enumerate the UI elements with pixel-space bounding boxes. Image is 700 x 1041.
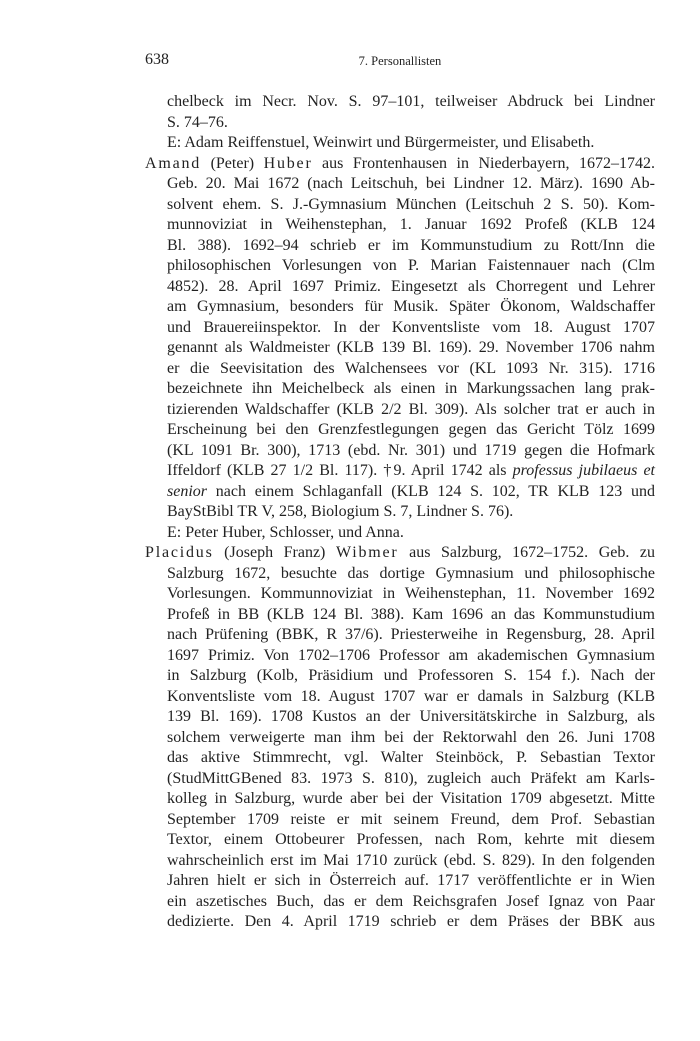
page-header bbox=[145, 51, 655, 75]
text-segment: Jahren hielt er sich in Österreich auf. 1717 veröffentlichte er in Wien bbox=[167, 872, 655, 889]
person-name: Placidus bbox=[145, 544, 214, 561]
text-line bbox=[145, 666, 655, 687]
text-segment: Iffeldorf (KLB 27 1/2 Bl. 117). †9. April 1742 als bbox=[167, 462, 513, 479]
text-line bbox=[145, 892, 655, 913]
person-name: Wibmer bbox=[335, 544, 399, 561]
text-segment: 4852). 28. April 1697 Primiz. Eingesetzt als Chorregent und Lehrer bbox=[167, 277, 655, 295]
text-line bbox=[145, 277, 655, 298]
text-line bbox=[145, 687, 655, 708]
text-segment: 139 Bl. 169). 1708 Kustos an der Universitätskirche in Salzburg, als bbox=[167, 708, 655, 725]
text-line bbox=[145, 523, 655, 544]
person-name: Huber bbox=[263, 154, 313, 172]
text-line bbox=[145, 810, 655, 831]
text-segment: und Brauereiinspektor. In der Konventsliste vom 18. August 1707 bbox=[167, 318, 655, 336]
text-segment: genannt als Waldmeister (KLB 139 Bl. 169). 29. November 1706 nahm bbox=[167, 339, 655, 356]
text-line bbox=[145, 461, 655, 482]
text-line bbox=[145, 113, 655, 134]
text-segment: wahrscheinlich erst im Mai 1710 zurück (ebd. S. 829). In den folgenden bbox=[167, 851, 655, 869]
text-segment: philosophischen Vorlesungen von P. Marian Faistennauer nach (Clm bbox=[167, 257, 655, 274]
text-segment: Konventsliste vom 18. August 1707 war er damals in Salzburg (KLB bbox=[167, 687, 655, 705]
text-segment: dedizierte. Den 4. April 1719 schrieb er dem Präses der BBK aus bbox=[167, 913, 655, 930]
text-line bbox=[145, 830, 655, 851]
text-line bbox=[145, 502, 655, 523]
text-line bbox=[145, 359, 655, 380]
text-line bbox=[145, 256, 655, 277]
text-segment: (StudMittGBened 83. 1973 S. 810), zugleich auch Präfekt am Karls- bbox=[167, 769, 655, 787]
text-line bbox=[145, 646, 655, 667]
text-line bbox=[145, 871, 655, 892]
text-line bbox=[145, 195, 655, 216]
text-segment: ein aszetisches Buch, das er dem Reichsgrafen Josef Ignaz von Paar bbox=[167, 892, 655, 910]
text-segment: solvent ehem. S. J.-Gymnasium München (Leitschuh 2 S. 50). Kom- bbox=[167, 195, 655, 213]
text-segment: Textor, einem Ottobeurer Professen, nach Rom, kehrte mit diesem bbox=[167, 831, 655, 848]
text-line bbox=[145, 297, 655, 318]
text-line bbox=[145, 584, 655, 605]
text-segment: September 1709 reiste er mit seinem Freund, dem Prof. Sebastian bbox=[167, 810, 655, 828]
text-line bbox=[145, 441, 655, 462]
text-line bbox=[145, 236, 655, 257]
text-line bbox=[145, 174, 655, 195]
text-segment: S. 74–76. bbox=[167, 113, 228, 131]
text-segment: er die Seevisitation des Walchensees vor (KL 1093 Nr. 315). 1716 bbox=[167, 359, 655, 377]
text-line bbox=[145, 625, 655, 646]
text-segment: das aktive Stimmrecht, vgl. Walter Steinböck, P. Sebastian Textor bbox=[167, 749, 655, 766]
text-line bbox=[145, 379, 655, 400]
text-segment: Bl. 388). 1692–94 schrieb er im Kommunstudium zu Rott/Inn die bbox=[167, 236, 655, 254]
text-segment: Vorlesungen. Kommunnoviziat in Weihenstephan, 11. November 1692 bbox=[167, 585, 655, 602]
latin-phrase: professus jubilaeus et bbox=[512, 462, 655, 479]
text-segment: bezeichnete ihn Meichelbeck als einen in Markungssachen lang prak- bbox=[167, 380, 655, 397]
text-line bbox=[145, 912, 655, 933]
person-name: Amand bbox=[145, 154, 202, 172]
text-line bbox=[145, 338, 655, 359]
text-line bbox=[145, 318, 655, 339]
text-line bbox=[145, 789, 655, 810]
text-line bbox=[145, 92, 655, 113]
text-line bbox=[145, 851, 655, 872]
text-segment: am Gymnasium, besonders für Musik. Später Ökonom, Waldschaffer bbox=[167, 298, 655, 315]
text-segment: tizierenden Waldschaffer (KLB 2/2 Bl. 309). Als solcher trat er auch in bbox=[167, 400, 655, 418]
text-segment: (Peter) bbox=[201, 154, 264, 172]
text-line bbox=[145, 748, 655, 769]
page-number: 638 bbox=[145, 51, 169, 68]
text-line bbox=[145, 769, 655, 790]
text-line bbox=[145, 543, 655, 564]
text-line bbox=[145, 482, 655, 503]
text-segment: Profeß in BB (KLB 124 Bl. 388). Kam 1696 an das Kommunstudium bbox=[167, 605, 655, 623]
body-text bbox=[145, 92, 655, 933]
text-segment: aus Salzburg, 1672–1752. Geb. zu bbox=[398, 544, 656, 561]
text-segment: 1697 Primiz. Von 1702–1706 Professor am akademischen Gymnasium bbox=[167, 646, 655, 664]
text-segment: nach Prüfening (BBK, R 37/6). Priesterweihe in Regensburg, 28. April bbox=[167, 626, 655, 643]
text-segment: kolleg in Salzburg, wurde aber bei der Visitation 1709 abgesetzt. Mitte bbox=[167, 790, 655, 807]
text-line bbox=[145, 707, 655, 728]
text-line bbox=[145, 728, 655, 749]
text-segment: aus Frontenhausen in Niederbayern, 1672–1742. bbox=[312, 154, 655, 172]
latin-phrase: senior bbox=[167, 482, 207, 500]
text-segment: solchem verweigerte man ihm bei der Rektorwahl den 26. Juni 1708 bbox=[167, 728, 655, 746]
text-segment: (KL 1091 Br. 300), 1713 (ebd. Nr. 301) und 1719 gegen die Hofmark bbox=[167, 441, 655, 459]
text-line bbox=[145, 564, 655, 585]
text-segment: Erscheinung bei den Grenzfestlegungen gegen das Gericht Tölz 1699 bbox=[167, 421, 655, 438]
text-line bbox=[145, 420, 655, 441]
text-line bbox=[145, 605, 655, 626]
text-line bbox=[145, 154, 655, 175]
text-line bbox=[145, 215, 655, 236]
text-segment: munnoviziat in Weihenstephan, 1. Januar 1692 Profeß (KLB 124 bbox=[167, 216, 655, 233]
running-head: 7. Personallisten bbox=[358, 54, 442, 68]
text-segment: E: Peter Huber, Schlosser, und Anna. bbox=[167, 523, 404, 541]
text-segment: chelbeck im Necr. Nov. S. 97–101, teilweiser Abdruck bei Lindner bbox=[167, 93, 655, 110]
text-line bbox=[145, 133, 655, 154]
text-segment: Geb. 20. Mai 1672 (nach Leitschuh, bei Lindner 12. März). 1690 Ab- bbox=[167, 175, 655, 192]
text-segment: E: Adam Reiffenstuel, Weinwirt und Bürgermeister, und Elisabeth. bbox=[167, 134, 595, 151]
text-segment: BayStBibl TR V, 258, Biologium S. 7, Lindner S. 76). bbox=[167, 503, 514, 520]
text-segment: nach einem Schlaganfall (KLB 124 S. 102, TR KLB 123 und bbox=[207, 482, 655, 500]
text-segment: in Salzburg (Kolb, Präsidium und Professoren S. 154 f.). Nach der bbox=[167, 667, 655, 684]
text-segment: Salzburg 1672, besuchte das dortige Gymnasium und philosophische bbox=[167, 564, 655, 582]
text-line bbox=[145, 400, 655, 421]
text-segment: (Joseph Franz) bbox=[213, 544, 336, 561]
